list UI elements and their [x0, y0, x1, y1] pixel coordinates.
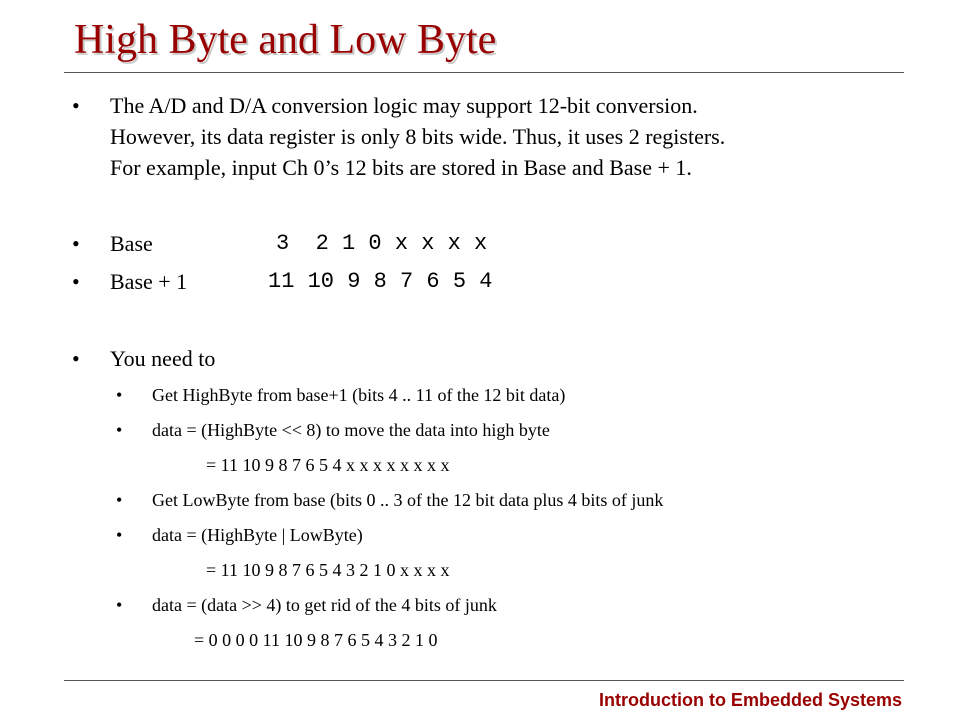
step-text: data = (data >> 4) to get rid of the 4 bits of junk [152, 595, 497, 615]
register-label: Base + 1 [110, 269, 188, 294]
bullet-icon: • [72, 231, 80, 256]
step-combine-result: = 11 10 9 8 7 6 5 4 3 2 1 0 x x x x [206, 560, 450, 580]
bullet-icon: • [116, 490, 123, 510]
slide-title: High Byte and Low Byte [74, 17, 497, 63]
footer-course-title: Introduction to Embedded Systems [598, 690, 902, 710]
bullet-icon: • [116, 595, 123, 615]
bottom-divider [64, 680, 904, 681]
step-text: Get LowByte from base (bits 0 .. 3 of the 12 bit data plus 4 bits of junk [152, 490, 664, 510]
intro-line-2: However, its data register is only 8 bits wide. Thus, it uses 2 registers. [110, 124, 726, 149]
you-need-to-label: You need to [110, 346, 216, 371]
bullet-icon: • [72, 93, 80, 118]
intro-line-3: For example, input Ch 0’s 12 bits are stored in Base and Base + 1. [110, 155, 692, 180]
step-text: Get HighByte from base+1 (bits 4 .. 11 of the 12 bit data) [152, 385, 566, 405]
bullet-icon: • [116, 525, 123, 545]
step-text: data = (HighByte << 8) to move the data into high byte [152, 420, 550, 440]
register-bits: 3 2 1 0 x x x x [276, 231, 488, 256]
step-text: data = (HighByte | LowByte) [152, 525, 363, 545]
intro-line-1: The A/D and D/A conversion logic may support 12-bit conversion. [110, 93, 698, 118]
register-label: Base [110, 231, 153, 256]
bullet-icon: • [72, 269, 80, 294]
bullet-icon: • [116, 385, 123, 405]
step-shift-result: = 11 10 9 8 7 6 5 4 x x x x x x x x [206, 455, 450, 475]
bullet-icon: • [72, 346, 80, 371]
top-divider [64, 72, 904, 73]
register-bits: 11 10 9 8 7 6 5 4 [268, 269, 493, 294]
step-shift-right-result: = 0 0 0 0 11 10 9 8 7 6 5 4 3 2 1 0 [194, 630, 438, 650]
bullet-icon: • [116, 420, 123, 440]
